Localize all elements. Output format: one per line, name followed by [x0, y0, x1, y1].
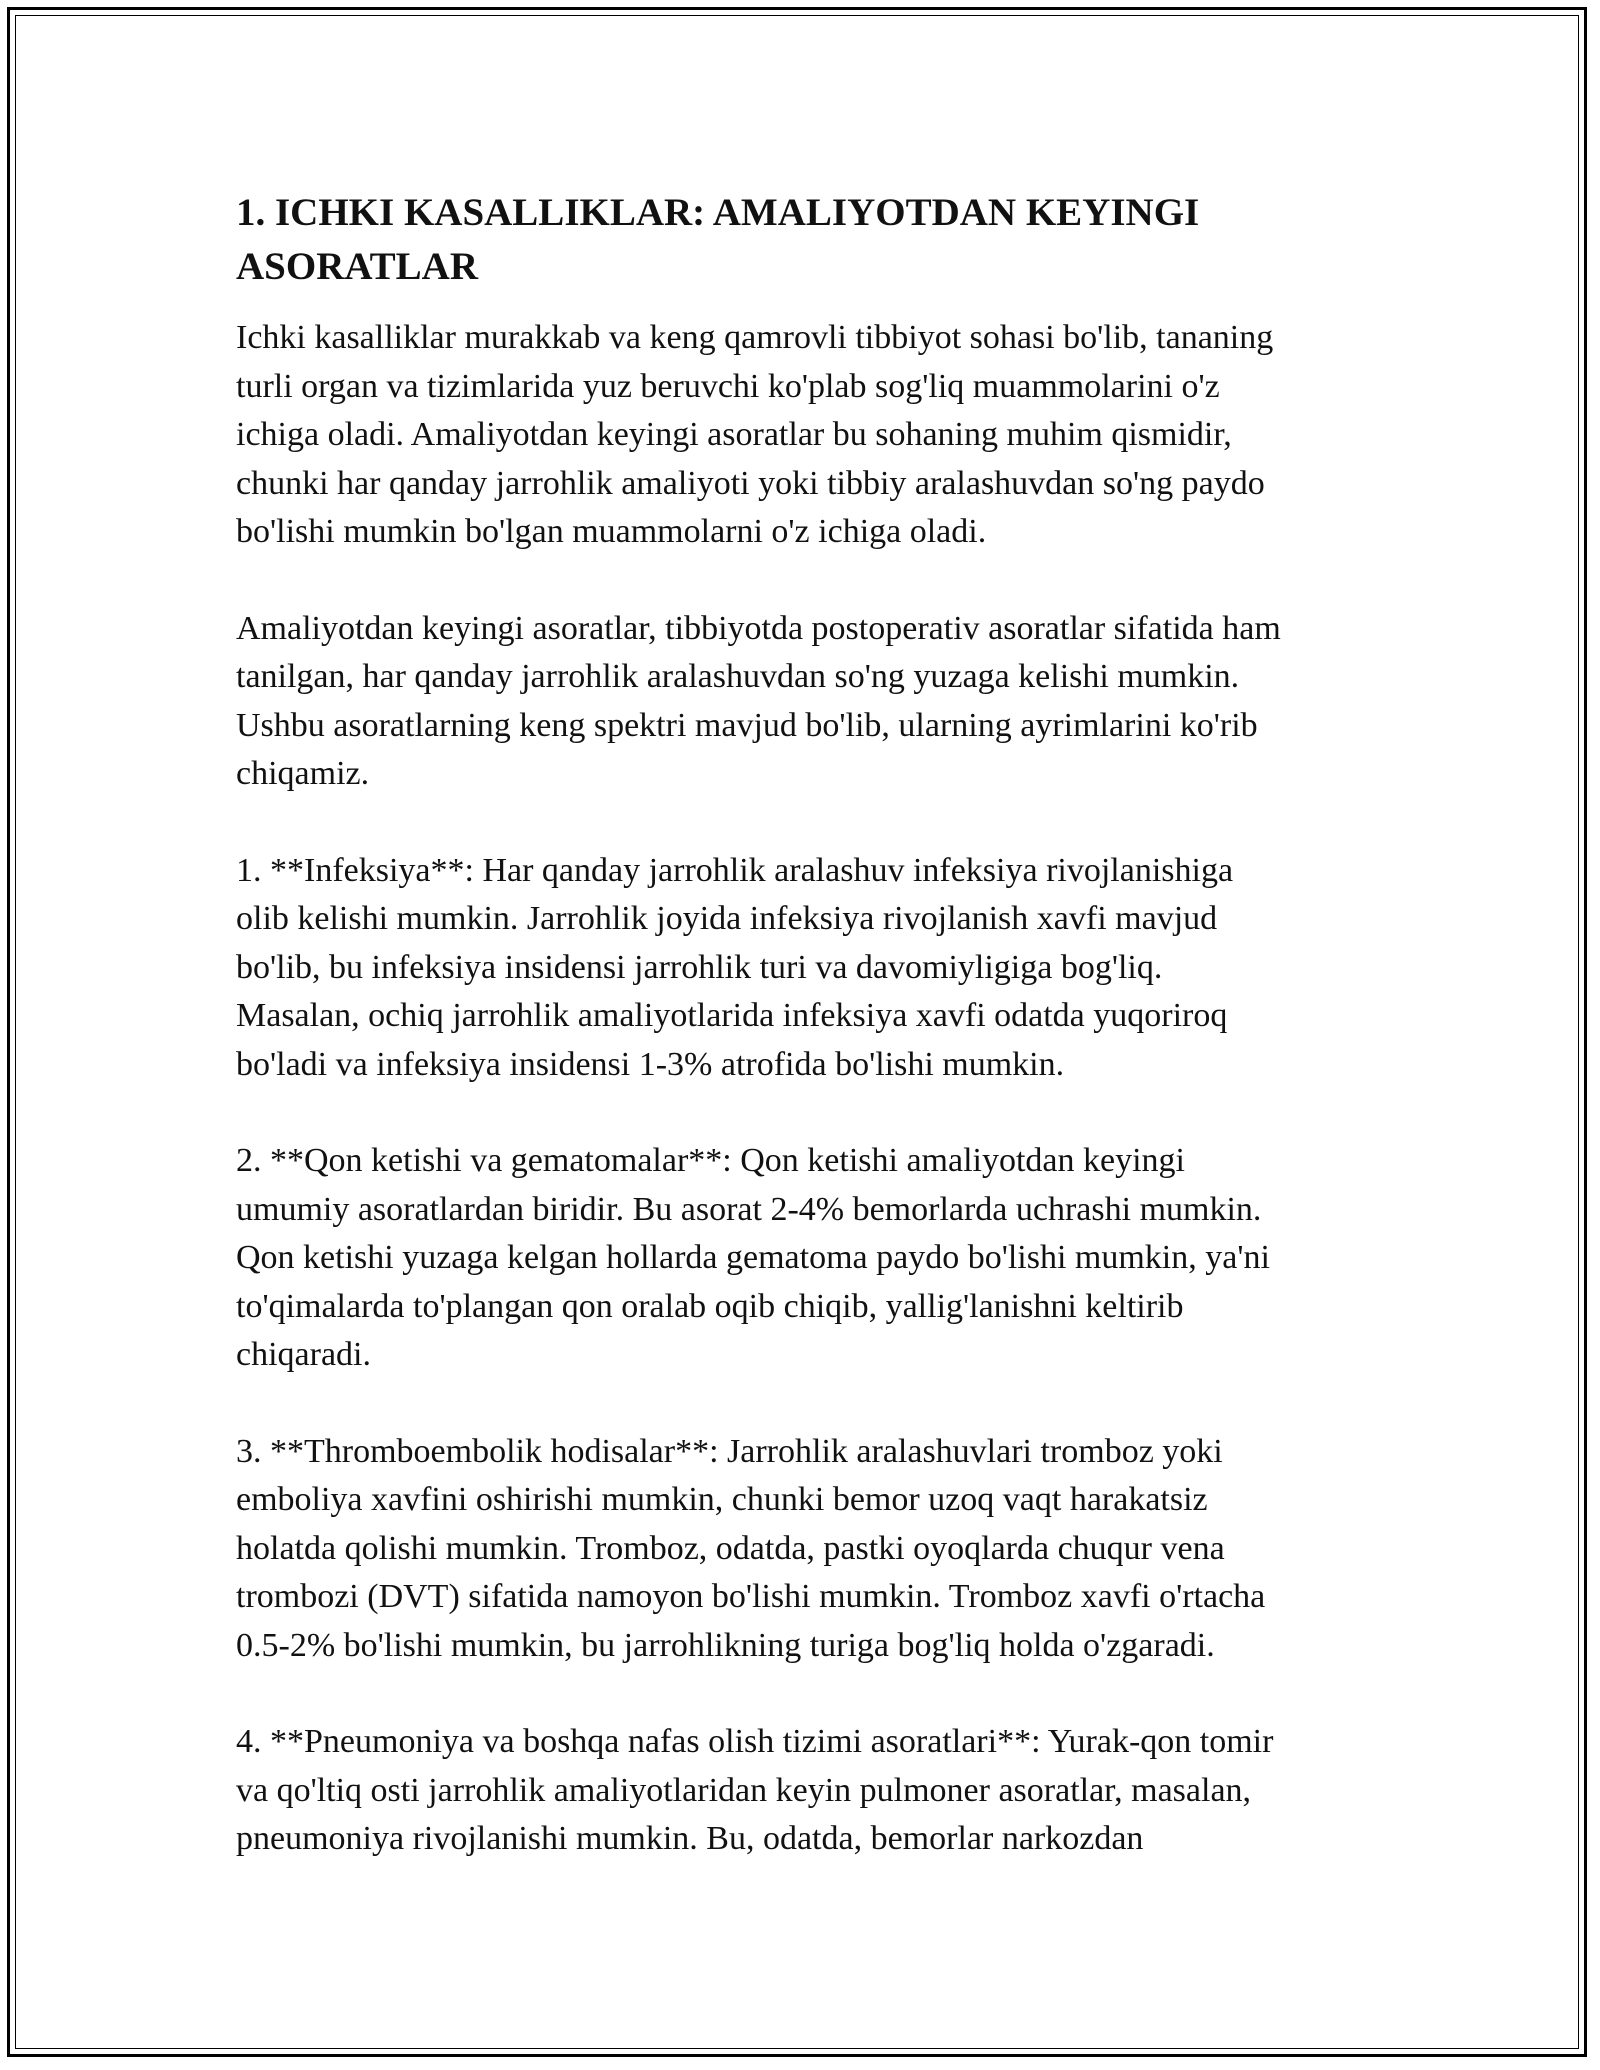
text-line: bo'lishi mumkin bo'lgan muammolarni o'z ichiga oladi. — [236, 513, 987, 550]
title-line: 1. ICHKI KASALLIKLAR: AMALIYOTDAN KEYINGI — [236, 191, 1200, 234]
text-line: holatda qolishi mumkin. Tromboz, odatda, pastki oyoqlarda chuqur vena — [236, 1529, 1225, 1567]
text-line: bo'ladi va infeksiya insidensi 1-3% atrofida bo'lishi mumkin. — [236, 1045, 1065, 1083]
paragraph-overview — [236, 605, 1386, 799]
text-line: 2. **Qon ketishi va gematomalar**: Qon ketishi amaliyotdan keyingi — [236, 1142, 1185, 1179]
text-line: va qo'ltiq osti jarrohlik amaliyotlaridan keyin pulmoner asoratlar, masalan, — [236, 1771, 1252, 1809]
text-line: trombozi (DVT) sifatida namoyon bo'lishi mumkin. Tromboz xavfi o'rtacha — [236, 1578, 1266, 1615]
text-line: Amaliyotdan keyingi asoratlar, tibbiyotda postoperativ asoratlar sifatida ham — [236, 609, 1281, 647]
paragraph-thromboembolic — [236, 1428, 1386, 1671]
text-line: 0.5-2% bo'lishi mumkin, bu jarrohlikning turiga bog'liq holda o'zgaradi. — [236, 1626, 1215, 1664]
text-line: bo'lib, bu infeksiya insidensi jarrohlik turi va davomiyligiga bog'liq. — [236, 948, 1163, 986]
text-line: Ichki kasalliklar murakkab va keng qamrovli tibbiyot sohasi bo'lib, tananing — [236, 319, 1274, 356]
text-line: Masalan, ochiq jarrohlik amaliyotlarida infeksiya xavfi odatda yuqoriroq — [236, 997, 1228, 1034]
document-body — [236, 186, 1386, 1912]
text-line: chunki har qanday jarrohlik amaliyoti yoki tibbiy aralashuvdan so'ng paydo — [236, 464, 1265, 502]
text-line: 4. **Pneumoniya va boshqa nafas olish tizimi asoratlari**: Yurak-qon tomir — [236, 1723, 1274, 1760]
paragraph-pneumonia — [236, 1718, 1386, 1864]
text-line: turli organ va tizimlarida yuz beruvchi ko'plab sog'liq muammolarini o'z — [236, 367, 1220, 405]
text-line: 1. **Infeksiya**: Har qanday jarrohlik aralashuv infeksiya rivojlanishiga — [236, 851, 1234, 889]
title-line: ASORATLAR — [236, 245, 478, 288]
text-line: ichiga oladi. Amaliyotdan keyingi asoratlar bu sohaning muhim qismidir, — [236, 416, 1232, 453]
text-line: emboliya xavfini oshirishi mumkin, chunki bemor uzoq vaqt harakatsiz — [236, 1481, 1208, 1518]
paragraph-intro — [236, 314, 1386, 557]
text-line: olib kelishi mumkin. Jarrohlik joyida infeksiya rivojlanish xavfi mavjud — [236, 900, 1218, 937]
paragraph-infection — [236, 847, 1386, 1090]
text-line: chiqaradi. — [236, 1336, 371, 1373]
paragraph-bleeding — [236, 1137, 1386, 1380]
text-line: pneumoniya rivojlanishi mumkin. Bu, odatda, bemorlar narkozdan — [236, 1820, 1144, 1857]
text-line: tanilgan, har qanday jarrohlik aralashuvdan so'ng yuzaga kelishi mumkin. — [236, 658, 1240, 695]
section-title — [236, 186, 1386, 294]
text-line: umumiy asoratlardan biridir. Bu asorat 2-4% bemorlarda uchrashi mumkin. — [236, 1190, 1262, 1228]
text-line: Ushbu asoratlarning keng spektri mavjud bo'lib, ularning ayrimlarini ko'rib — [236, 706, 1258, 744]
text-line: 3. **Thromboembolik hodisalar**: Jarrohlik aralashuvlari tromboz yoki — [236, 1432, 1223, 1470]
text-line: Qon ketishi yuzaga kelgan hollarda gematoma paydo bo'lishi mumkin, ya'ni — [236, 1239, 1270, 1276]
text-line: chiqamiz. — [236, 755, 370, 792]
text-line: to'qimalarda to'plangan qon oralab oqib chiqib, yallig'lanishni keltirib — [236, 1287, 1184, 1325]
